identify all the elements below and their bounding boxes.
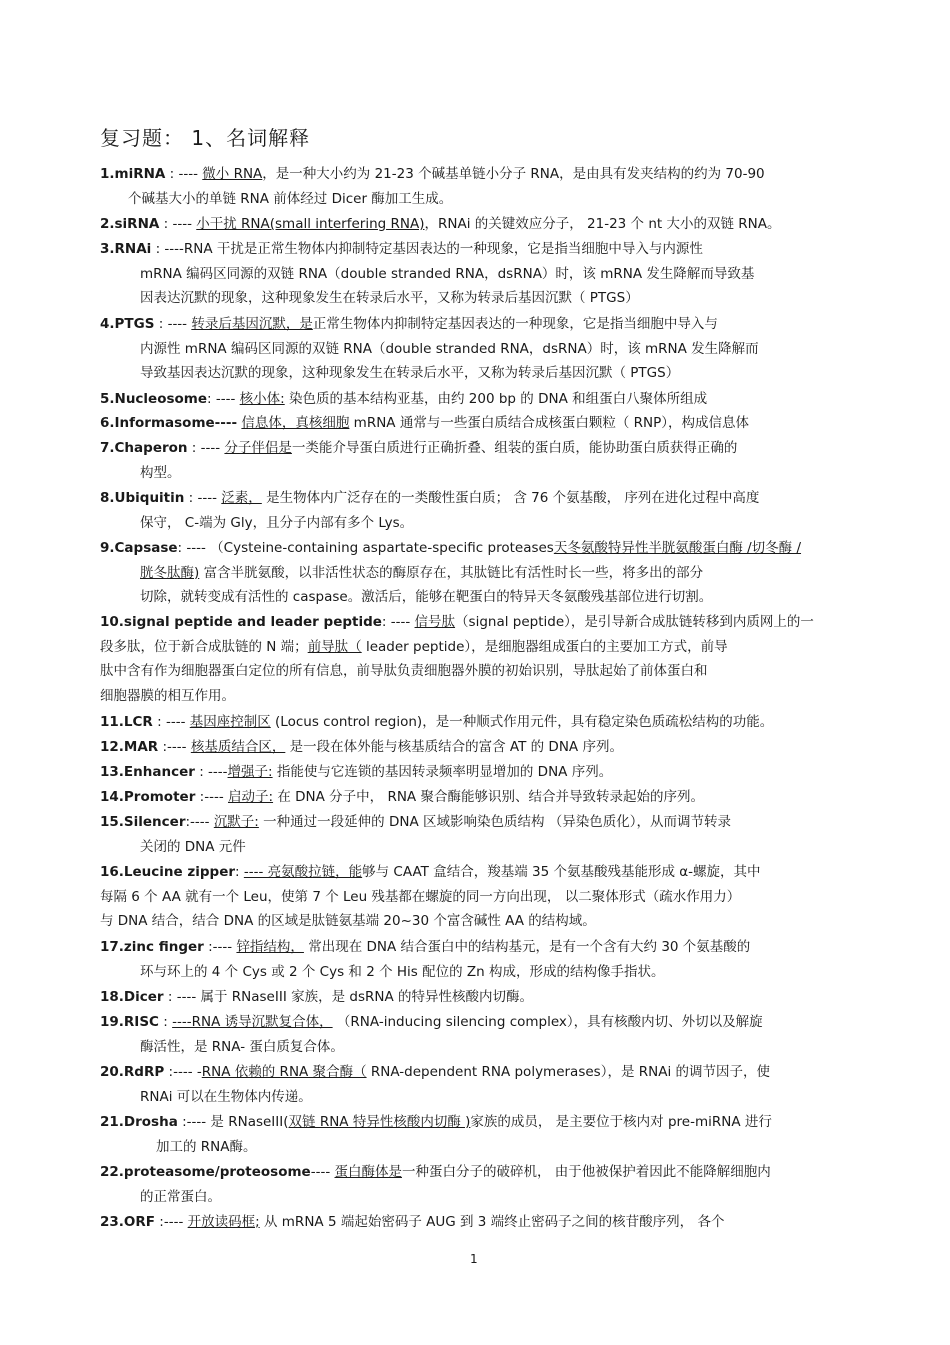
term: 2.siRNA xyxy=(100,216,160,232)
page-number: 1 xyxy=(470,1252,478,1266)
entry-23: 23.ORF :---- 开放读码框; 从 mRNA 5 端起始密码子 AUG 到 3 端终止密码子之间的核苷酸序列， 各个 xyxy=(100,1214,725,1230)
term: 21.Drosha xyxy=(100,1114,178,1130)
term-chinese: 转录后基因沉默，是 xyxy=(191,316,313,332)
term: 22.proteasome/proteosome xyxy=(100,1164,311,1180)
entry-3: 3.RNAi : ----RNA 干扰是正常生物体内抑制特定基因表达的一种现象，它是指当细胞中导入与内源性 mRNA 编码区同源的双链 RNA（double stranded RNA，dsRNA）时，该 mRNA 发生降解而导致基 因表达沉默的现象，这种现象发生在转录后水平，又称为转录后基因沉默（ PTGS） xyxy=(100,241,755,306)
term-chinese: RNA 依赖的 RNA 聚合酶（ xyxy=(201,1064,367,1080)
entry-5: 5.Nucleosome: ---- 核小体: 染色质的基本结构亚基，由约 200 bp 的 DNA 和组蛋白八聚体所组成 xyxy=(100,391,708,407)
term: 16.Leucine zipper xyxy=(100,864,236,880)
term: 19.RISC xyxy=(100,1014,159,1030)
term-chinese: 信号肽 xyxy=(414,614,456,630)
term: 20.RdRP xyxy=(100,1064,165,1080)
term-chinese: 分子伴侣是 xyxy=(224,440,292,456)
entry-1: 1.miRNA : ---- 微小 RNA，是一种大小约为 21-23 个碱基单链小分子 RNA，是由具有发夹结构的约为 70-90 个碱基大小的单链 RNA 前体经过 Dicer 酶加工生成。 xyxy=(100,166,765,207)
term-chinese: 核基质结合区， xyxy=(190,739,286,755)
term-chinese: 信息体，真核细胞 xyxy=(241,415,350,431)
term-chinese: 泛素， xyxy=(221,490,262,506)
term-chinese: 蛋白酶体是 xyxy=(334,1164,402,1180)
term: 4.PTGS xyxy=(100,316,155,332)
entry-14: 14.Promoter :---- 启动子: 在 DNA 分子中， RNA 聚合酶能够识别、结合并导致转录起始的序列。 xyxy=(100,789,704,805)
term: 13.Enhancer xyxy=(100,764,195,780)
term: 1.miRNA xyxy=(100,166,166,182)
entry-18: 18.Dicer : ---- 属于 RNaseIII 家族，是 dsRNA 的特异性核酸内切酶。 xyxy=(100,989,534,1005)
entry-6: 6.Informasome---- 信息体，真核细胞 mRNA 通常与一些蛋白质结合成核蛋白颗粒（ RNP），构成信息体 xyxy=(100,415,749,431)
term-chinese: ---- 亮氨酸拉链，能 xyxy=(243,864,363,880)
term-chinese: 双链 RNA 特异性核酸内切酶 ) xyxy=(288,1114,471,1130)
term: 3.RNAi xyxy=(100,241,152,257)
term: 9.Capsase xyxy=(100,540,178,556)
term-chinese: 核小体: xyxy=(239,391,285,407)
term: 18.Dicer xyxy=(100,989,164,1005)
entry-21: 21.Drosha :---- 是 RNaseIII(双链 RNA 特异性核酸内切酶 )家族的成员， 是主要位于核内对 pre-miRNA 进行 加工的 RNA酶。 xyxy=(100,1114,772,1155)
term-chinese: 开放读码框; xyxy=(187,1214,260,1230)
entry-15: 15.Silencer:---- 沉默子: 一种通过一段延伸的 DNA 区域影响染色质结构 （异染色质化），从而调节转录 关闭的 DNA 元件 xyxy=(100,814,732,855)
entry-19: 19.RISC : ----RNA 诱导沉默复合体， （RNA-inducing silencing complex），具有核酸内切、外切以及解旋 酶活性，是 RNA- 蛋白质复合体。 xyxy=(100,1014,763,1055)
entry-12: 12.MAR :---- 核基质结合区， 是一段在体外能与核基质结合的富含 AT 的 DNA 序列。 xyxy=(100,739,623,755)
term: 17.zinc finger xyxy=(100,939,204,955)
term: 11.LCR xyxy=(100,714,153,730)
term: 6.Informasome---- xyxy=(100,415,238,431)
term: 14.Promoter xyxy=(100,789,196,805)
page-title: 复习题： 1、名词解释 xyxy=(100,126,311,150)
term-chinese: 基因座控制区 xyxy=(189,714,271,730)
entry-17: 17.zinc finger :---- 锌指结构， 常出现在 DNA 结合蛋白中的结构基元，是有一个含有大约 30 个氨基酸的 环与环上的 4 个 Cys 或 2 个 Cys 和 2 个 His 配位的 Zn 构成，形成的结构像手指状。 xyxy=(100,939,751,980)
entry-10: 10.signal peptide and leader peptide: ---- 信号肽（signal peptide），是引导新合成肽链转移到内质网上的一 段多肽，位于新合成肽链的 N 端；前导肽（ leader peptide），是细胞器组成蛋白的主要加工方式，前导 肽中含有作为细胞器蛋白定位的所有信息，前导肽负责细胞器外膜的初始识别，导肽起始了前体蛋白和 细胞器膜的相互作用。 xyxy=(100,614,814,704)
term-chinese: 沉默子: xyxy=(213,814,259,830)
term-chinese: 小干扰 RNA(small interfering RNA) xyxy=(196,216,425,232)
entry-11: 11.LCR : ---- 基因座控制区 (Locus control region)，是一种顺式作用元件，具有稳定染色质疏松结构的功能。 xyxy=(100,714,774,730)
term: 7.Chaperon xyxy=(100,440,188,456)
entry-2: 2.siRNA : ---- 小干扰 RNA(small interfering RNA)，RNAi 的关键效应分子， 21-23 个 nt 大小的双链 RNA。 xyxy=(100,216,781,232)
term: 5.Nucleosome xyxy=(100,391,208,407)
entry-4: 4.PTGS : ---- 转录后基因沉默，是正常生物体内抑制特定基因表达的一种现象，它是指当细胞中导入与 内源性 mRNA 编码区同源的双链 RNA（double stranded RNA，dsRNA）时，该 mRNA 发生降解而 导致基因表达沉默的现象，这种现象发生在转录后水平，又称为转录后基因沉默（ PTGS） xyxy=(100,316,759,381)
term: 12.MAR xyxy=(100,739,159,755)
term-chinese: 微小 RNA xyxy=(202,166,263,182)
entry-9: 9.Capsase: ---- （Cysteine-containing aspartate-specific proteases天冬氨酸特异性半胱氨酸蛋白酶 /切冬酶 / 胱冬肽酶) 富含半胱氨酸，以非活性状态的酶原存在，其肽链比有活性时长一些，将多出的部分 切除，就转变成有活性的 caspase。激活后，能够在靶蛋白的特异天冬氨酸残基部位进行切割。 xyxy=(100,540,802,605)
entry-7: 7.Chaperon : ---- 分子伴侣是一类能介导蛋白质进行正确折叠、组装的蛋白质，能协助蛋白质获得正确的 构型。 xyxy=(100,440,738,481)
entry-8: 8.Ubiquitin : ---- 泛素， 是生物体内广泛存在的一类酸性蛋白质； 含 76 个氨基酸， 序列在进化过程中高度 保守， C-端为 Gly，且分子内部有多个 Lys。 xyxy=(100,490,760,531)
entry-20: 20.RdRP :---- -RNA 依赖的 RNA 聚合酶（ RNA-dependent RNA polymerases），是 RNAi 的调节因子，使 RNAi 可以在生物体内传递。 xyxy=(100,1064,771,1105)
term-chinese: 锌指结构， xyxy=(236,939,304,955)
term-chinese: 启动子: xyxy=(227,789,274,805)
term: 10.signal peptide and leader peptide xyxy=(100,614,382,630)
term-chinese: 天冬氨酸特异性半胱氨酸蛋白酶 /切冬酶 / xyxy=(553,540,802,556)
term-chinese: ----RNA 诱导沉默复合体， xyxy=(172,1014,333,1030)
entry-22: 22.proteasome/proteosome---- 蛋白酶体是一种蛋白分子的破碎机， 由于他被保护着因此不能降解细胞内 的正常蛋白。 xyxy=(100,1164,771,1205)
term: 23.ORF xyxy=(100,1214,156,1230)
entry-13: 13.Enhancer : ----增强子: 指能使与它连锁的基因转录频率明显增加的 DNA 序列。 xyxy=(100,764,613,780)
term: 8.Ubiquitin xyxy=(100,490,185,506)
entry-16: 16.Leucine zipper: ---- 亮氨酸拉链，能够与 CAAT 盒结合，羧基端 35 个氨基酸残基能形成 α-螺旋，其中 每隔 6 个 AA 就有一个 Leu，使第 7 个 Leu 残基都在螺旋的同一方向出现， 以二聚体形式（疏水作用力） 与 DNA 结合，结合 DNA 的区域是肽链氨基端 20~30 个富含碱性 AA 的结构域。 xyxy=(100,864,761,929)
term: 15.Silencer xyxy=(100,814,186,830)
term-chinese: 增强子: xyxy=(227,764,273,780)
